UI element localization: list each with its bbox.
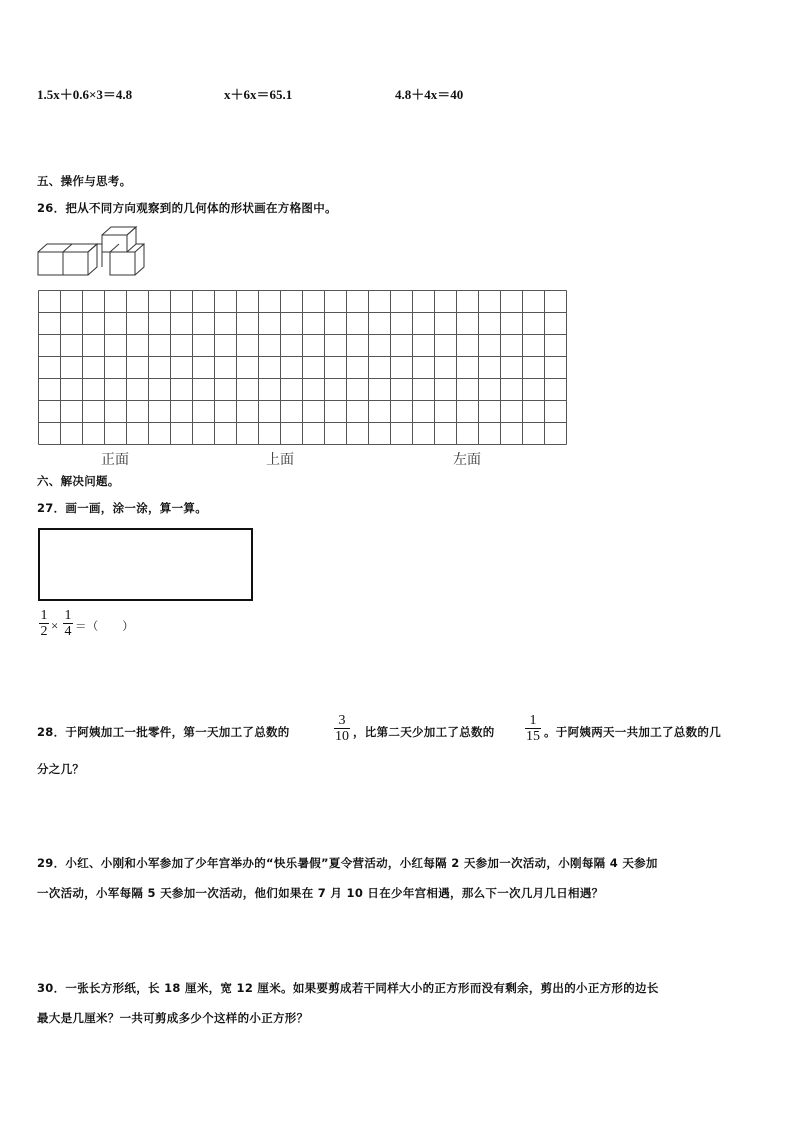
view-label-front: 正面 xyxy=(101,452,129,468)
question-27-prompt: 27．画一画，涂一涂，算一算。 xyxy=(37,501,208,515)
q27-fraction-a-num: 1 xyxy=(40,608,48,623)
q28-fraction-2 xyxy=(524,713,542,744)
section-6-title: 六、解决问题。 xyxy=(37,474,120,488)
view-label-left: 左面 xyxy=(453,452,481,468)
question-30-line1: 30．一张长方形纸，长 18 厘米，宽 12 厘米。如果要剪成若干同样大小的正方形而没有剩余，剪出的小正方形的边长 xyxy=(37,981,659,995)
question-29-line1: 29．小红、小刚和小军参加了少年宫举办的“快乐暑假”夏令营活动，小红每隔 2 天参加一次活动，小刚每隔 4 天参加 xyxy=(37,856,658,870)
question-30-line2: 最大是几厘米？一共可剪成多少个这样的小正方形？ xyxy=(37,1011,309,1025)
question-28-part1: 28．于阿姨加工一批零件，第一天加工了总数的 xyxy=(37,725,290,739)
question-26-prompt: 26．把从不同方向观察到的几何体的形状画在方格图中。 xyxy=(37,201,337,215)
question-29-line2: 一次活动，小军每隔 5 天参加一次活动，他们如果在 7 月 10 日在少年宫相遇，那么下一次几月几日相遇？ xyxy=(37,886,604,900)
equation-1: 1.5x＋0.6×3＝4.8 xyxy=(37,87,133,102)
q27-answer-blank[interactable]: ＝（ ） xyxy=(75,619,134,633)
q27-fraction-b-den: 4 xyxy=(64,624,72,639)
q27-fraction-b xyxy=(62,608,74,639)
section-5-title: 五、操作与思考。 xyxy=(37,174,132,188)
drawing-rectangle[interactable] xyxy=(38,528,253,601)
q27-fraction-a xyxy=(38,608,50,639)
drawing-grid[interactable] xyxy=(38,290,568,446)
view-label-top: 上面 xyxy=(266,452,294,468)
equation-2: x＋6x＝65.1 xyxy=(224,87,293,102)
q28-fraction-1 xyxy=(333,713,351,744)
q27-fraction-b-num: 1 xyxy=(64,608,72,623)
q28-fraction-2-num: 1 xyxy=(529,713,537,728)
question-28-line2: 分之几？ xyxy=(37,762,85,776)
q28-fraction-2-den: 15 xyxy=(526,729,540,744)
question-28-part2: ，比第二天少加工了总数的 xyxy=(353,725,495,739)
q27-times-sign: × xyxy=(51,618,59,633)
question-28-part3: 。于阿姨两天一共加工了总数的几 xyxy=(544,725,721,739)
q28-fraction-1-den: 10 xyxy=(335,729,349,744)
equation-3: 4.8＋4x＝40 xyxy=(395,87,464,102)
q28-fraction-1-num: 3 xyxy=(338,713,346,728)
q27-fraction-a-den: 2 xyxy=(40,624,48,639)
cube-solid-figure xyxy=(36,226,156,280)
